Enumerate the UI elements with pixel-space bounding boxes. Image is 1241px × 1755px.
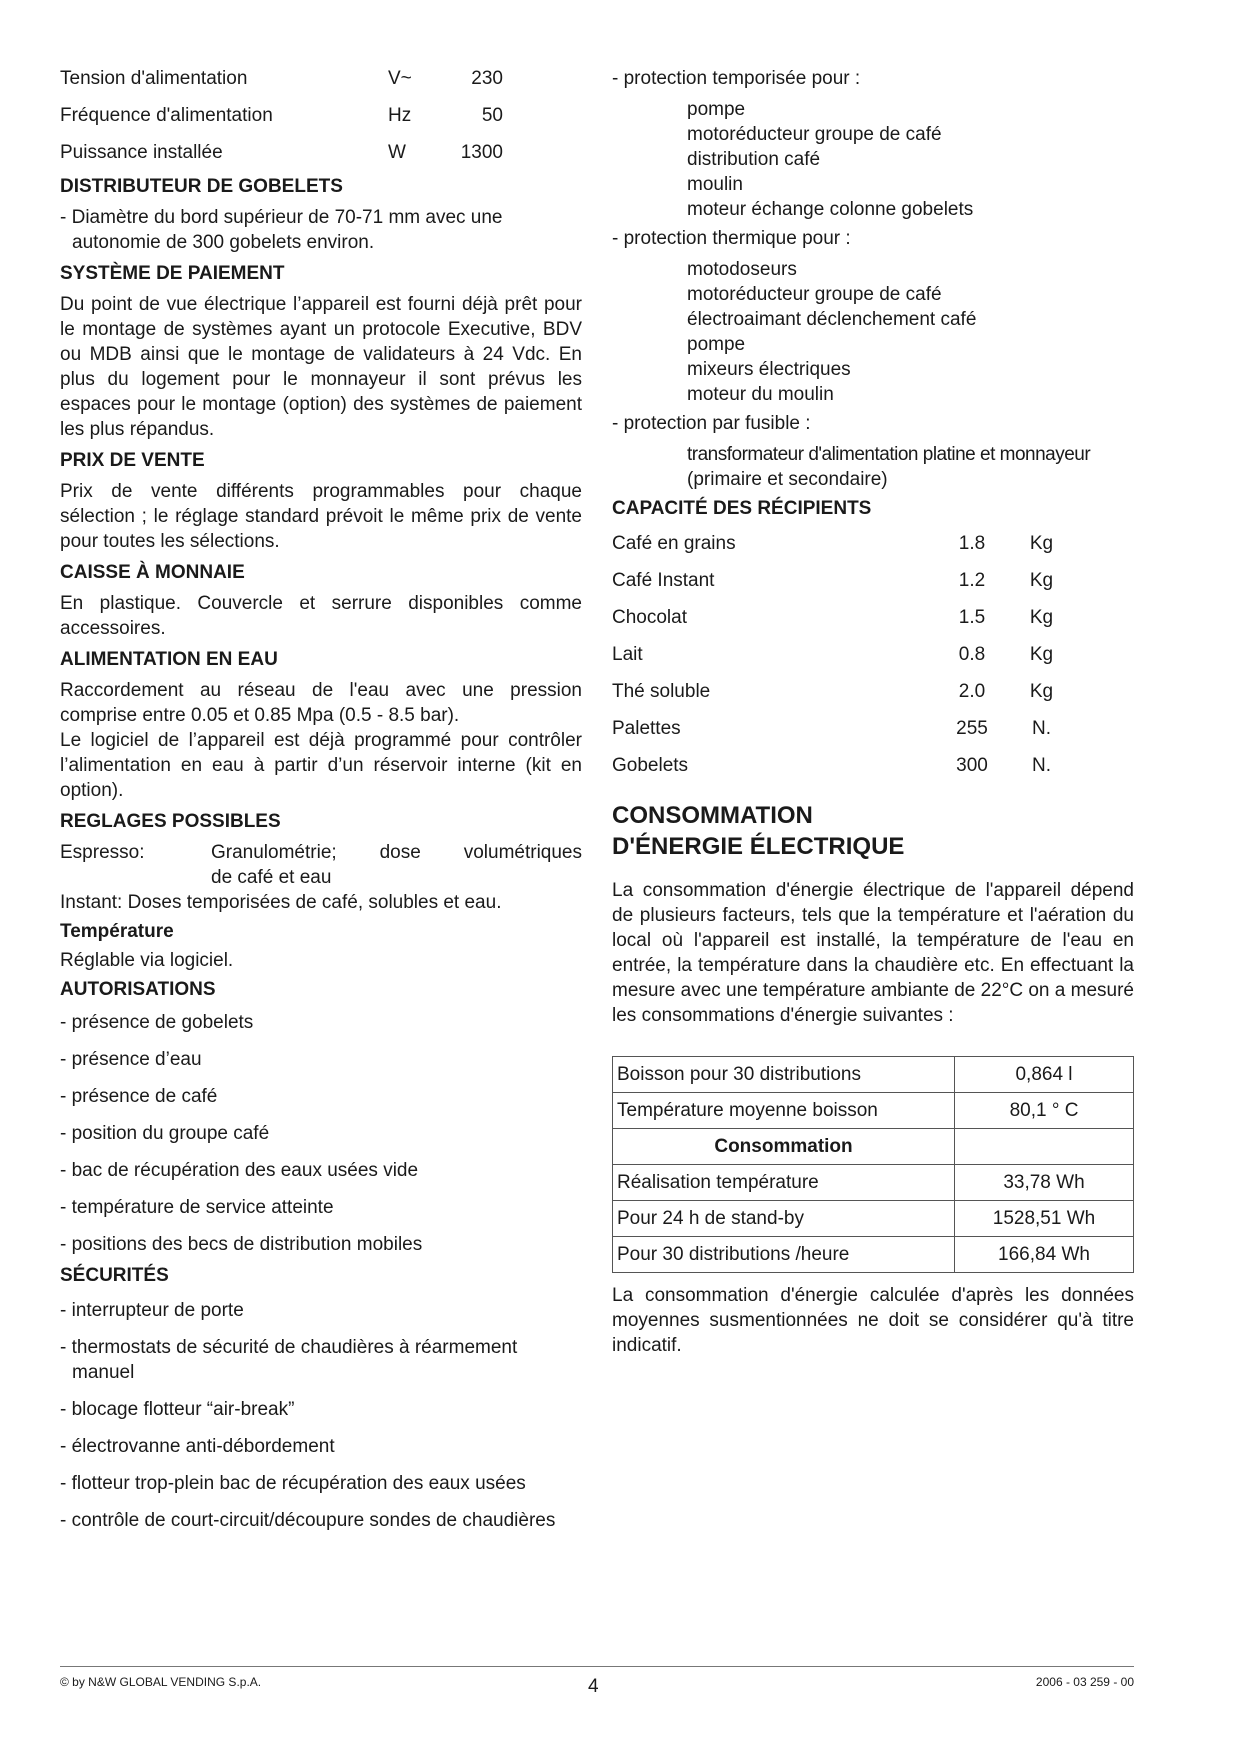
table-row xyxy=(613,1237,1134,1273)
payment-text: Du point de vue électrique l’appareil est fourni déjà prêt pour le montage de systèmes ayant un protocole Executive, BDV ou MDB ainsi que le montage de validateurs à 24 Vdc. En plus du logement pour le monnayeur il sont prévus les espaces pour le montage (option) des systèmes de paiement les plus répandus. xyxy=(60,294,582,440)
capacity-label: Café Instant xyxy=(612,570,715,591)
capacity-row xyxy=(612,531,1134,568)
price-text: Prix de vente différents programmables pour chaque sélection ; le réglage standard prévoit le même prix de vente pour toutes les sélections. xyxy=(60,481,582,552)
settings-espresso xyxy=(60,840,582,865)
espresso-value: Granulométrie; dose volumétriques xyxy=(211,842,582,863)
list-item: - contrôle de court-circuit/découpure sondes de chaudières xyxy=(60,1510,556,1531)
spec-value: 230 xyxy=(471,68,503,89)
capacity-row xyxy=(612,568,1134,605)
section-heading: SYSTÈME DE PAIEMENT xyxy=(60,263,285,284)
temperature-text: Réglable via logiciel. xyxy=(60,950,234,971)
section-heading: CAISSE À MONNAIE xyxy=(60,562,245,583)
table-row xyxy=(613,1093,1134,1129)
list-item: distribution café xyxy=(687,149,821,170)
safety-list xyxy=(60,1298,582,1533)
table-row xyxy=(613,1057,1134,1093)
spec-row xyxy=(60,140,582,170)
list-item: moulin xyxy=(687,174,743,195)
protection-timed-label: - protection temporisée pour : xyxy=(612,68,861,89)
section-heading: AUTORISATIONS xyxy=(60,979,216,1000)
capacity-value: 0.8 xyxy=(958,644,986,665)
spec-value: 50 xyxy=(481,105,503,126)
power-specs xyxy=(60,66,582,170)
list-item: - électrovanne anti-débordement xyxy=(60,1436,335,1457)
table-cell-label: Réalisation température xyxy=(613,1165,955,1201)
spec-row xyxy=(60,66,582,103)
capacity-value: 1.8 xyxy=(958,533,986,554)
temperature-heading: Température xyxy=(60,921,174,942)
list-item: mixeurs électriques xyxy=(687,359,851,380)
right-column xyxy=(612,66,1134,1358)
authorisations-list xyxy=(60,1010,582,1257)
section-heading: SÉCURITÉS xyxy=(60,1265,169,1286)
cashbox-text: En plastique. Couvercle et serrure disponibles comme accessoires. xyxy=(60,593,582,639)
protection-thermal-list xyxy=(612,257,1134,407)
table-cell-value: 0,864 l xyxy=(955,1057,1134,1093)
capacity-row xyxy=(612,642,1134,679)
list-item: - bac de récupération des eaux usées vide xyxy=(60,1160,419,1181)
table-cell-value: 1528,51 Wh xyxy=(955,1201,1134,1237)
espresso-value-cont: de café et eau xyxy=(211,867,332,888)
capacity-label: Lait xyxy=(612,644,643,665)
table-cell-label: Pour 30 distributions /heure xyxy=(613,1237,955,1273)
settings-instant: Instant: Doses temporisées de café, solubles et eau. xyxy=(60,892,502,913)
protection-fuse-label: - protection par fusible : xyxy=(612,413,811,434)
table-cell-label: Pour 24 h de stand-by xyxy=(613,1201,955,1237)
water-text: Le logiciel de l’appareil est déjà programmé pour contrôler l’alimentation en eau à partir d’un réservoir interne (kit en option). xyxy=(60,730,582,801)
table-cell-header: Consommation xyxy=(613,1129,955,1165)
list-item: - blocage flotteur “air-break” xyxy=(60,1399,295,1420)
list-item: motoréducteur groupe de café xyxy=(687,124,942,145)
table-row xyxy=(613,1201,1134,1237)
capacity-row xyxy=(612,679,1134,716)
table-cell-value xyxy=(955,1129,1134,1165)
footer-divider xyxy=(60,1666,1134,1667)
capacity-unit: Kg xyxy=(1029,607,1054,628)
page-number: 4 xyxy=(588,1676,599,1697)
energy-text: La consommation d'énergie électrique de l'appareil dépend de plusieurs facteurs, tels que la température et l'aération du local où l'appareil est installé, la température de l'eau en entrée, la température dans la chaudière etc. En effectuant la mesure avec une température ambiante de 22°C on a mesuré les consommations d'énergie suivantes : xyxy=(612,880,1134,1026)
capacity-unit: Kg xyxy=(1029,644,1054,665)
energy-heading-line: CONSOMMATION xyxy=(612,802,813,829)
left-column xyxy=(60,66,582,1545)
capacity-row xyxy=(612,605,1134,642)
spec-label: Fréquence d'alimentation xyxy=(60,105,273,126)
capacity-label: Palettes xyxy=(612,718,681,739)
spec-row xyxy=(60,103,582,140)
section-heading: CAPACITÉ DES RÉCIPIENTS xyxy=(612,498,872,519)
list-item: - présence de café xyxy=(60,1086,218,1107)
capacity-label: Gobelets xyxy=(612,755,689,776)
list-item: moteur échange colonne gobelets xyxy=(687,199,974,220)
list-item: - présence d’eau xyxy=(60,1049,202,1070)
table-row xyxy=(613,1129,1134,1165)
list-item: motoréducteur groupe de café xyxy=(687,284,942,305)
capacity-row xyxy=(612,753,1134,790)
capacity-value: 300 xyxy=(956,755,988,776)
list-item: - interrupteur de porte xyxy=(60,1300,244,1321)
spec-unit: V~ xyxy=(388,68,412,89)
water-text: Raccordement au réseau de l'eau avec une pression comprise entre 0.05 et 0.85 Mpa (0.5 - 8.5 bar). xyxy=(60,680,582,726)
section-heading: REGLAGES POSSIBLES xyxy=(60,811,281,832)
protection-timed-list xyxy=(612,97,1134,222)
table-cell-label: Boisson pour 30 distributions xyxy=(613,1057,955,1093)
table-cell-label: Température moyenne boisson xyxy=(613,1093,955,1129)
list-item: - flotteur trop-plein bac de récupération des eaux usées xyxy=(60,1473,526,1494)
energy-heading xyxy=(612,800,1134,862)
list-item: - positions des becs de distribution mobiles xyxy=(60,1234,423,1255)
spec-label: Puissance installée xyxy=(60,142,223,163)
spec-label: Tension d'alimentation xyxy=(60,68,248,89)
list-item: motodoseurs xyxy=(687,259,797,280)
list-item: - thermostats de sécurité de chaudières à réarmement manuel xyxy=(60,1337,518,1383)
table-cell-value: 80,1 ° C xyxy=(955,1093,1134,1129)
capacity-value: 2.0 xyxy=(958,681,986,702)
list-item: - température de service atteinte xyxy=(60,1197,334,1218)
energy-heading-line: D'ÉNERGIE ÉLECTRIQUE xyxy=(612,833,905,860)
cups-text: - Diamètre du bord supérieur de 70-71 mm avec une autonomie de 300 gobelets environ. xyxy=(60,207,503,253)
capacity-label: Chocolat xyxy=(612,607,687,628)
section-heading: ALIMENTATION EN EAU xyxy=(60,649,278,670)
list-item: électroaimant déclenchement café xyxy=(687,309,977,330)
capacity-unit: Kg xyxy=(1029,533,1054,554)
spec-unit: W xyxy=(388,142,406,163)
capacity-unit: Kg xyxy=(1029,681,1054,702)
espresso-label: Espresso: xyxy=(60,842,145,863)
section-heading: DISTRIBUTEUR DE GOBELETS xyxy=(60,176,343,197)
list-item: pompe xyxy=(687,99,746,120)
capacity-label: Thé soluble xyxy=(612,681,711,702)
table-cell-value: 166,84 Wh xyxy=(955,1237,1134,1273)
energy-note: La consommation d'énergie calculée d'après les données moyennes susmentionnées ne doit se considérer qu'à titre indicatif. xyxy=(612,1285,1134,1356)
list-item: pompe xyxy=(687,334,746,355)
capacity-list xyxy=(612,531,1134,790)
capacity-value: 1.5 xyxy=(958,607,986,628)
consumption-table xyxy=(612,1056,1134,1273)
table-row xyxy=(613,1165,1134,1201)
capacity-value: 255 xyxy=(956,718,988,739)
capacity-value: 1.2 xyxy=(958,570,986,591)
footer-copyright: © by N&W GLOBAL VENDING S.p.A. xyxy=(60,1675,262,1689)
protection-fuse-list xyxy=(612,442,1134,492)
list-item: moteur du moulin xyxy=(687,384,834,405)
capacity-label: Café en grains xyxy=(612,533,736,554)
capacity-unit: N. xyxy=(1032,755,1051,776)
document-code: 2006 - 03 259 - 00 xyxy=(1035,1675,1134,1689)
table-cell-value: 33,78 Wh xyxy=(955,1165,1134,1201)
capacity-unit: Kg xyxy=(1029,570,1054,591)
section-heading: PRIX DE VENTE xyxy=(60,450,205,471)
spec-unit: Hz xyxy=(388,105,412,126)
list-item: (primaire et secondaire) xyxy=(687,469,888,490)
list-item: - position du groupe café xyxy=(60,1123,270,1144)
list-item: transformateur d'alimentation platine et monnayeur xyxy=(687,444,1091,465)
capacity-unit: N. xyxy=(1032,718,1051,739)
protection-thermal-label: - protection thermique pour : xyxy=(612,228,851,249)
capacity-row xyxy=(612,716,1134,753)
list-item: - présence de gobelets xyxy=(60,1012,254,1033)
spec-value: 1300 xyxy=(460,142,503,163)
